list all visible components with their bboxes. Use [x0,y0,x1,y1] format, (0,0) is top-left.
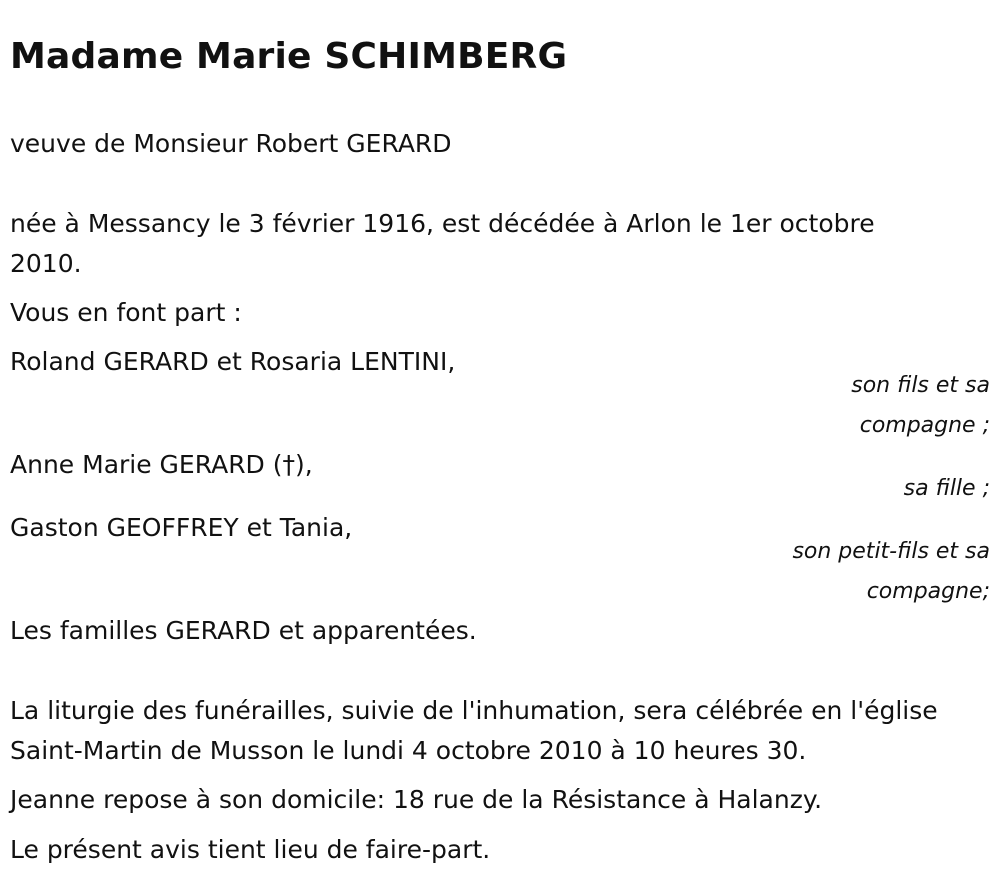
notice-line: Le présent avis tient lieu de faire-part. [10,835,491,864]
liturgy-paragraph: La liturgie des funérailles, suivie de l'inhumation, sera célébrée en l'église Saint-Martin de Musson le lundi 4 octobre 2010 à 10 heures 30. [10,696,938,765]
announce-line: Vous en font part : [10,298,242,327]
family-member-relation-1: son fils et sa compagne ; [851,373,990,438]
family-member-name-3: Gaston GEOFFREY et Tania, [10,513,353,542]
repose-line: Jeanne repose à son domicile: 18 rue de la Résistance à Halanzy. [10,785,823,814]
birth-death-paragraph: née à Messancy le 3 février 1916, est décédée à Arlon le 1er octobre 2010. [10,209,875,278]
widow-of-line: veuve de Monsieur Robert GERARD [10,129,452,158]
family-member-name-1: Roland GERARD et Rosaria LENTINI, [10,347,456,376]
obituary-page [10,0,990,885]
families-line: Les familles GERARD et apparentées. [10,616,477,645]
family-member-name-2: Anne Marie GERARD (†), [10,450,313,479]
family-member-relation-2: sa fille ; [903,476,990,501]
family-member-relation-3: son petit-fils et sa compagne; [792,539,990,604]
deceased-name-heading: Madame Marie SCHIMBERG [10,36,568,77]
